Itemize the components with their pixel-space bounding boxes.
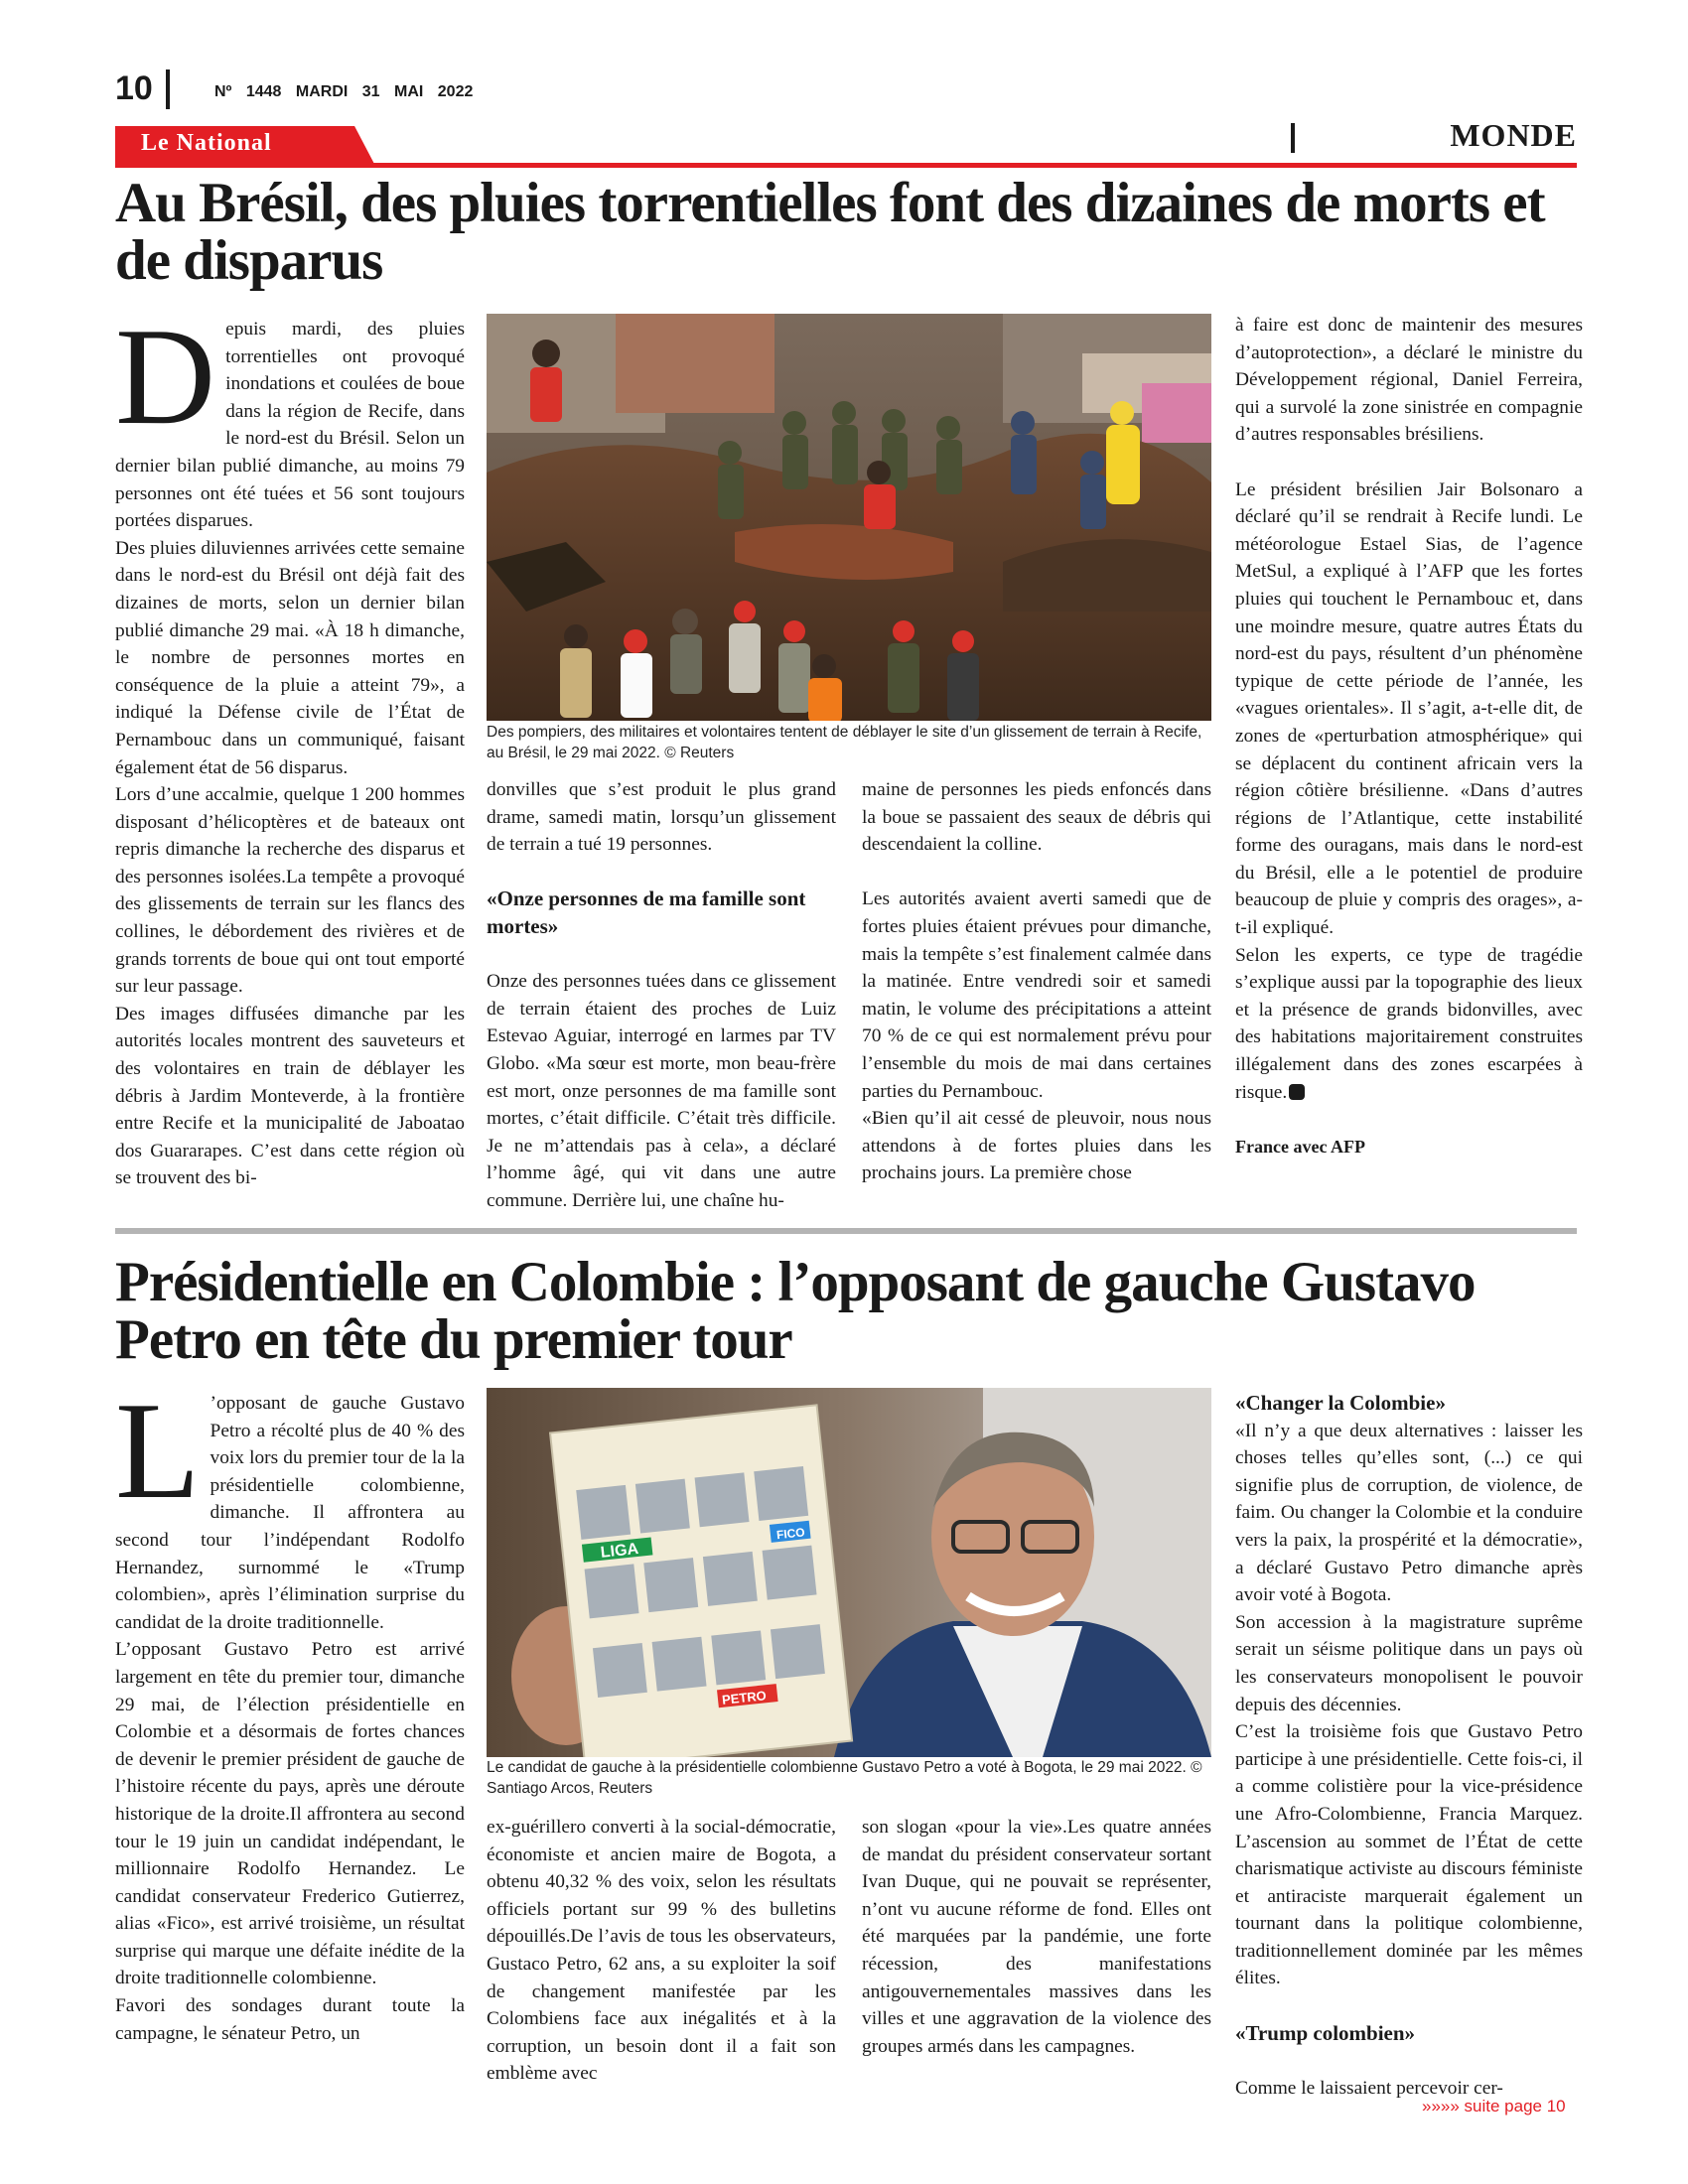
page-number: 10 (115, 69, 153, 107)
article2-column-4 (1235, 1390, 1583, 2102)
article1-paragraph: maine de personnes les pieds enfoncés dans la boue se passaient des seaux de débris qui descendaient la colline. (862, 779, 1211, 856)
article1-paragraph: Des images diffusées dimanche par les autorités locales montrent des sauveteurs et des volontaires en train de déblayer les débris à Jardim Monteverde, à la frontière entre Recife et la municipalité de Jaboatao dos Guararapes. C’est dans cette région où se trouvent des bi- (115, 1003, 465, 1189)
issue-info: Nº 1448 MARDI 31 MAI 2022 (214, 83, 474, 100)
article2-paragraph: L’opposant Gustavo Petro est arrivé largement en tête du premier tour, dimanche 29 mai, de l’élection présidentielle en Colombie et a désormais de fortes chances de devenir le premier président de gauche de l’histoire récente du pays, après une déroute historique de la droite.Il affrontera au second tour le 19 juin un candidat indépendant, le millionnaire Rodolfo Hernandez. Le candidat conservateur Frederico Gutierrez, alias «Fico», est arrivé troisième, un résultat surprise qui marque une défaite inédite de la droite traditionnelle colombienne. (115, 1639, 465, 1989)
article2-column-2 (487, 1814, 836, 2088)
page-number-divider (166, 69, 170, 109)
petro-photo-illustration (487, 1388, 1211, 1757)
article2-paragraph: Comme le laissaient percevoir cer- (1235, 2077, 1503, 2099)
article2-paragraph: ex-guérillero converti à la social-démocratie, économiste et ancien maire de Bogota, a obtenu 40,32 % des voix, selon les résultats officiels portant sur 99 % des bulletins dépouillés.De l’avis de tous les observateurs, Gustaco Petro, 62 ans, a su exploiter la soif de changement manifestée par les Colombiens face aux inégalités et à la corruption, un besoin dont il a fait son emblème avec (487, 1817, 836, 2085)
article1-column-1 (115, 300, 465, 1192)
brand-name: Le National (141, 130, 272, 156)
article2-column-3 (862, 1814, 1211, 2060)
article1-paragraph: Les autorités avaient averti samedi que de fortes pluies étaient prévues pour dimanche, mais la tempête s’est finalement calmée dans la matinée. Entre vendredi soir et samedi matin, le volume des précipitations a atteint 70 % de ce qui est normalement prévu pour l’ensemble du mois de mai dans certaines parties du Pernambouc. (862, 888, 1211, 1102)
article1-photo-caption: Des pompiers, des militaires et volontaires tentent de déblayer le site d’un glissement de terrain à Recife, au Brésil, le 29 mai 2022. © Reuters (487, 724, 1202, 761)
article1-column-3 (862, 776, 1211, 1187)
article1-lead: epuis mardi, des pluies torrentielles ont provoqué inondations et coulées de boue dans la région de Recife, dans le nord-est du Brésil. Selon un dernier bilan publié dimanche, au moins 79 personnes ont été tuées et 56 sont toujours portées disparues. (115, 319, 465, 532)
article1-photo-rescue (487, 314, 1211, 721)
article1-paragraph: donvilles que s’est produit le plus grand drame, samedi matin, lorsqu’un glissement de terrain a tué 19 personnes. (487, 779, 836, 856)
article1-paragraph: «Bien qu’il ait cessé de pleuvoir, nous nous attendons à de fortes pluies dans les prochains jours. La première chose (862, 1108, 1211, 1184)
article1-paragraph: Le président brésilien Jair Bolsonaro a déclaré qu’il se rendrait à Recife lundi. Le météorologue Estael Sias, de l’agence MetSul, a expliqué à l’AFP que les fortes pluies qui touchent le Pernambouc et, dans une moindre mesure, quatre autres États du nord-est du pays, résultent d’un phénomène typique de cette période de l’année, les «vagues orientales». Il s’agit, a-t-elle dit, de zones de «perturbation atmosphérique» qui se déplacent du continent africain vers la région côtière brésilienne. «Dans d’autres régions de l’Atlantique, cette instabilité forme des ouragans, mais dans le nord-est du Brésil, elle a le potentiel de produire beaucoup de pluie y compris des orages», a-t-il expliqué. (1235, 478, 1583, 939)
article2-headline: Présidentielle en Colombie : l’opposant de gauche Gustavo Petro en tête du premier tour (115, 1251, 1476, 1371)
ballot-label: LIGA (600, 1540, 639, 1562)
article1-column-4 (1235, 312, 1583, 1160)
article1-paragraph: Lors d’une accalmie, quelque 1 200 hommes disposant d’hélicoptères et de bateaux ont repris dimanche la recherche des disparus et des personnes isolées.La tempête a provoqué des glissements de terrain sur les flancs des collines, le débordement des rivières et de grands torrents de boue qui ont tout emporté sur leur passage. (115, 784, 465, 998)
article2-paragraph: «Il n’y a que deux alternatives : laisser les choses telles qu’elles sont, (...) ce qui signifie plus de corruption, de violence, de faim. Ou changer la Colombie et la conduire vers la paix, la prospérité et la démocratie», a déclaré Gustavo Petro dimanche après avoir voté à Bogota. (1235, 1420, 1583, 1606)
article1-subhead: «Onze personnes de ma famille sont mortes» (487, 887, 806, 938)
article2-subhead: «Changer la Colombie» (1235, 1391, 1446, 1415)
ballot-label: PETRO (721, 1688, 768, 1707)
article2-photo-petro (487, 1388, 1211, 1757)
article2-dropcap: L (115, 1374, 201, 1528)
article2-subhead: «Trump colombien» (1235, 2020, 1416, 2045)
end-of-article-icon (1289, 1084, 1305, 1100)
article1-paragraph: Onze des personnes tuées dans ce glissement de terrain étaient des proches de Luiz Estevao Aguiar, interrogé en larmes par TV Globo. «Ma sœur est morte, mon beau-frère est mort, onze personnes de ma famille sont mortes, c’était difficile. C’était très difficile. Je ne m’attendais pas à cela», a déclaré l’homme âgé, qui vit dans une autre commune. Derrière lui, une chaîne hu- (487, 971, 836, 1211)
article2-lead: ’opposant de gauche Gustavo Petro a récolté plus de 40 % des voix lors du premier tour de la la présidentielle colombienne, dimanche. Il affrontera au second tour l’indépendant Rodolfo Hernandez, surnommé le «Trump colombien», après l’élimination surprise du candidat de la droite traditionnelle. (115, 1393, 465, 1633)
rescue-photo-illustration (487, 314, 1211, 721)
article1-paragraph: à faire est donc de maintenir des mesures d’autoprotection», a déclaré le ministre du Développement régional, Daniel Ferreira, qui a survolé la zone sinistrée en compagnie d’autres responsables brésiliens. (1235, 315, 1583, 446)
section-label: MONDE (1450, 117, 1577, 153)
article2-paragraph: son slogan «pour la vie».Les quatre années de mandat du président conservateur sortant Ivan Duque, qui ne pouvait se représenter, n’ont vu aucune réforme de fond. Elles ont été marquées par la pandémie, une forte récession, des manifestations antigouvernementales massives dans les villes et une aggravation de la violence des groupes armés dans les campagnes. (862, 1817, 1211, 2057)
article1-paragraph: Des pluies diluviennes arrivées cette semaine dans le nord-est du Brésil ont déjà fait des dizaines de morts, selon un dernier bilan publié dimanche 29 mai. «À 18 h dimanche, le nombre de personnes mortes en conséquence de la pluie a atteint 79», a indiqué la Défense civile de l’État de Pernambouc dans un communiqué, faisant également état de 56 disparus. (115, 537, 465, 778)
article1-closing-text: Selon les experts, ce type de tragédie s’explique aussi par la topographie des lieux et la présence de grands bidonvilles, avec des habitations majoritairement construites illégalement dans des zones escarpées à risque. (1235, 944, 1583, 1103)
article1-headline: Au Brésil, des pluies torrentielles font des dizaines de morts et de disparus (115, 172, 1545, 292)
article1-signature: France avec AFP (1235, 1136, 1365, 1157)
article2-paragraph: Favori des sondages durant toute la campagne, le sénateur Petro, un (115, 1995, 465, 2044)
header-rule (115, 163, 1577, 168)
article1-column-2 (487, 776, 836, 1215)
article2-column-1 (115, 1374, 465, 2047)
article2-paragraph: Son accession à la magistrature suprême serait un séisme politique dans un pays où les conservateurs monopolisent le pouvoir depuis des décennies. (1235, 1611, 1583, 1715)
article2-photo-caption: Le candidat de gauche à la présidentielle colombienne Gustavo Petro a voté à Bogota, le 29 mai 2022. © Santiago Arcos, Reuters (487, 1759, 1202, 1797)
section-divider (1291, 123, 1295, 153)
article1-paragraph (1235, 942, 1583, 1107)
article-divider (115, 1228, 1577, 1234)
article2-paragraph: C’est la troisième fois que Gustavo Petro participe à une présidentielle. Cette fois-ci, il a comme colistière pour la vice-présidence une Afro-Colombienne, Francia Marquez. L’ascension au sommet de l’État de cette charismatique activiste au discours féministe et antiraciste marquerait également un tournant dans la politique colombienne, traditionnellement dominée par les mêmes élites. (1235, 1721, 1583, 1989)
ballot-label: FICO (775, 1525, 806, 1543)
continued-link[interactable]: »»»» suite page 10 (1422, 2097, 1566, 2116)
article1-dropcap: D (115, 300, 216, 454)
